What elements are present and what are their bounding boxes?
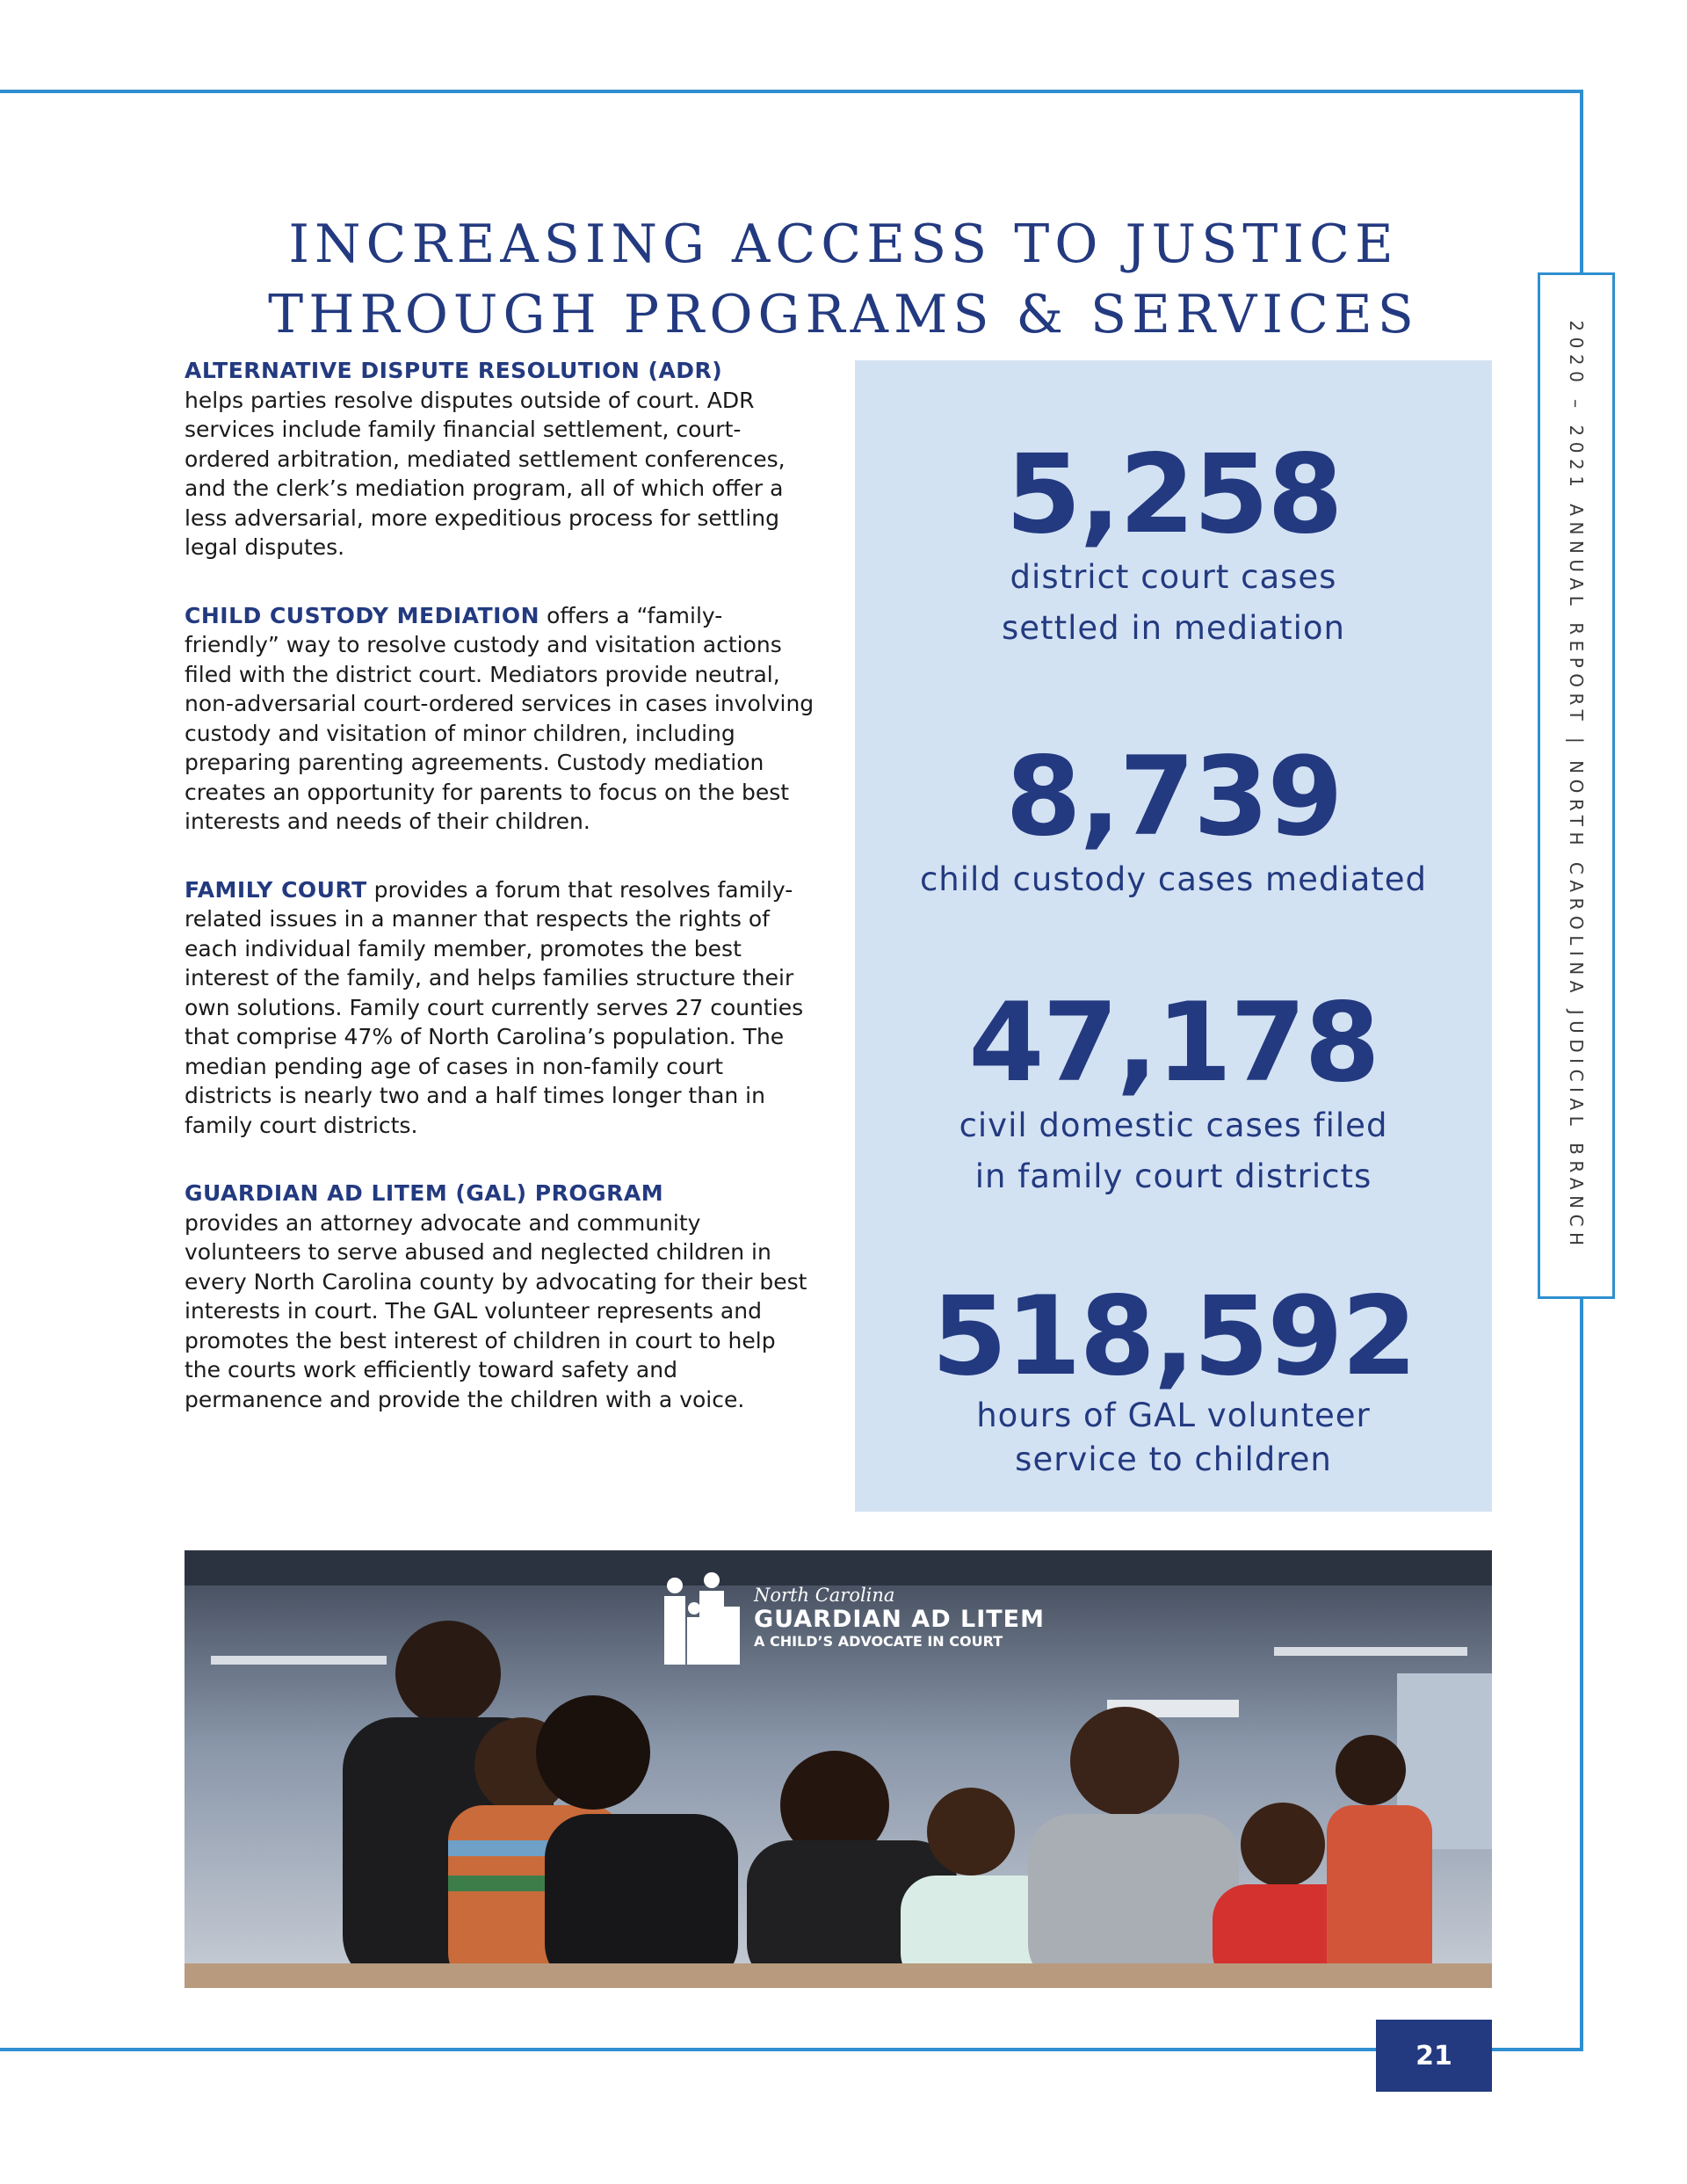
section-family-court	[185, 875, 817, 1141]
gal-logo	[659, 1571, 1046, 1668]
family-photo	[185, 1550, 1492, 1988]
section-heading: FAMILY COURT	[185, 876, 367, 903]
programs-column	[185, 356, 817, 1453]
gal-logo-tagline: A CHILD’S ADVOCATE IN COURT	[754, 1633, 1003, 1650]
section-heading: ALTERNATIVE DISPUTE RESOLUTION (ADR)	[185, 358, 723, 383]
page-title	[185, 209, 1502, 350]
section-gal-program	[185, 1179, 817, 1414]
side-tab	[1538, 272, 1615, 1299]
section-body: provides an attorney advocate and community volunteers to serve abused and neglected children in every North Carolina county by advocating for their best interests in court. The GAL volunteer represents and promotes the best interest of children in court to help the courts work efficiently toward safety and permanence and provide the children with a voice.	[185, 1209, 807, 1412]
stat-label: child custody cases mediated	[919, 860, 1428, 898]
gal-logo-state: North Carolina	[754, 1585, 895, 1606]
side-tab-label: 2020 – 2021 ANNUAL REPORT | NORTH CAROLINA JUDICIAL BRANCH	[1566, 320, 1587, 1252]
stat-gal-hours	[855, 1273, 1492, 1482]
section-body: provides a forum that resolves family-related issues in a manner that respects the rights of each individual family member, promotes the best interest of the family, and helps families structure their own solutions. Family court currently serves 27 counties that comprise 47% of North Carolina’s population. The median pending age of cases in non-family court districts is nearly two and a half times longer than in family court districts.	[185, 876, 804, 1138]
stat-label: hours of GAL volunteer	[976, 1397, 1371, 1434]
section-body: helps parties resolve disputes outside of court. ADR services include family financial settlement, court-ordered arbitration, mediated settlement conferences, and the clerk’s mediation program, all of which offer a less adversarial, more expeditious process for settling legal disputes.	[185, 387, 786, 560]
gal-logo-text	[754, 1584, 1045, 1651]
section-adr	[185, 356, 817, 562]
stat-number: 47,178	[968, 980, 1379, 1107]
stat-label: settled in mediation	[1002, 609, 1345, 647]
stat-civil-domestic	[855, 980, 1492, 1202]
gal-family-icon	[659, 1571, 743, 1668]
page-number: 21	[1376, 2020, 1492, 2092]
page-title-line-2: THROUGH PROGRAMS & SERVICES	[268, 284, 1419, 345]
stat-label: civil domestic cases filed	[959, 1107, 1388, 1144]
stat-label: district court cases	[1010, 558, 1337, 596]
section-heading: CHILD CUSTODY MEDIATION	[185, 602, 540, 628]
stat-label: in family court districts	[974, 1157, 1372, 1195]
section-body: offers a “family-friendly” way to resolve custody and visitation actions filed with the district court. Mediators provide neutral, non-adversarial court-ordered services in cases involving custody and visitation of minor children, including preparing parenting agreements. Custody mediation creates an opportunity for parents to focus on the best interests and needs of their children.	[185, 602, 815, 834]
stats-panel	[855, 360, 1492, 1512]
stat-mediation-settled	[855, 432, 1492, 654]
stat-custody-mediated	[855, 734, 1492, 905]
frame-top-line	[0, 90, 1583, 93]
stat-label: service to children	[1015, 1440, 1332, 1478]
gal-logo-name: GUARDIAN AD LITEM	[754, 1606, 1045, 1633]
stat-number: 5,258	[1005, 432, 1342, 558]
section-heading: GUARDIAN AD LITEM (GAL) PROGRAM	[185, 1180, 664, 1206]
section-child-custody-mediation	[185, 601, 817, 837]
stat-number: 8,739	[1005, 734, 1342, 860]
stat-number: 518,592	[931, 1273, 1415, 1400]
frame-bottom-line	[0, 2048, 1583, 2051]
page-title-line-1: INCREASING ACCESS TO JUSTICE	[288, 214, 1399, 275]
